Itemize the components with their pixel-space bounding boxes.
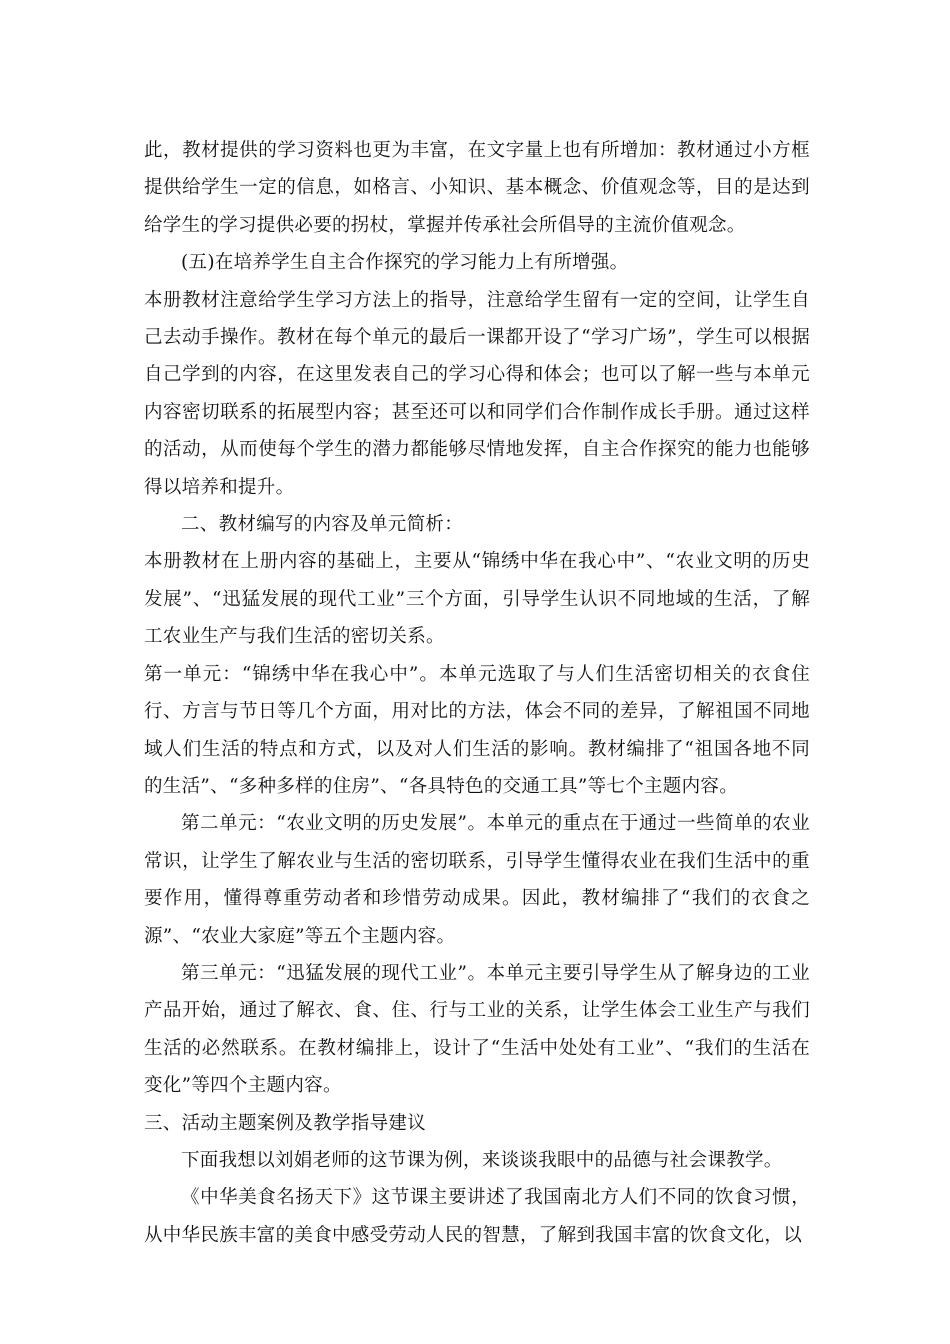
paragraph-materials-richness: 此，教材提供的学习资料也更为丰富，在文字量上也有所增加：教材通过小方框提供给学生一定的信息，如格言、小知识、基本概念、价值观念等，目的是达到给学生的学习提供必要的拐杖，掌握并传承社会所倡导的主流价值观念。 <box>144 140 810 236</box>
paragraph-lesson-intro: 下面我想以刘娟老师的这节课为例，来谈谈我眼中的品德与社会课教学。 <box>181 1149 783 1171</box>
paragraph-book-overview: 本册教材在上册内容的基础上，主要从“锦绣中华在我心中”、“农业文明的历史发展”、“迅猛发展的现代工业”三个方面，引导学生认识不同地域的生活，了解工农业生产与我们生活的密切关系。 <box>144 551 810 648</box>
document-body <box>144 132 810 1254</box>
heading-activity-cases: 三、活动主题案例及教学指导建议 <box>144 1112 427 1134</box>
paragraph-learning-methods: 本册教材注意给学生学习方法上的指导，注意给学生留有一定的空间，让学生自己去动手操作。教材在每个单元的最后一课都开设了“学习广场”，学生可以根据自己学到的内容，在这里发表自己的学习心得和体会；也可以了解一些与本单元内容密切联系的拓展型内容；甚至还可以和同学们合作制作成长手册。通过这样的活动，从而使每个学生的潜力都能够尽情地发挥，自主合作探究的能力也能够得以培养和提升。 <box>144 289 810 498</box>
paragraph-unit-one: 第一单元：“锦绣中华在我心中”。本单元选取了与人们生活密切相关的衣食住行、方言与节日等几个方面，用对比的方法，体会不同的差异，了解祖国不同地域人们生活的特点和方式，以及对人们生活的影响。教材编排了“祖国各地不同的生活”、“多种多样的住房”、“各具特色的交通工具”等七个主题内容。 <box>144 663 810 797</box>
heading-section-five: (五)在培养学生自主合作探究的学习能力上有所增强。 <box>181 252 629 274</box>
heading-content-analysis: 二、教材编写的内容及单元简析： <box>181 514 464 536</box>
paragraph-lesson-summary: 《中华美食名扬天下》这节课主要讲述了我国南北方人们不同的饮食习惯，从中华民族丰富的美食中感受劳动人民的智慧，了解到我国丰富的饮食文化，以 <box>144 1187 810 1246</box>
paragraph-unit-three: 第三单元：“迅猛发展的现代工业”。本单元主要引导学生从了解身边的工业产品开始，通过了解衣、食、住、行与工业的关系，让学生体会工业生产与我们生活的必然联系。在教材编排上，设计了“生活中处处有工业”、“我们的生活在变化”等四个主题内容。 <box>144 962 810 1097</box>
paragraph-unit-two: 第二单元：“农业文明的历史发展”。本单元的重点在于通过一些简单的农业常识，让学生了解农业与生活的密切联系，引导学生懂得农业在我们生活中的重要作用，懂得尊重劳动者和珍惜劳动成果。因此，教材编排了“我们的衣食之源”、“农业大家庭”等五个主题内容。 <box>144 813 810 947</box>
